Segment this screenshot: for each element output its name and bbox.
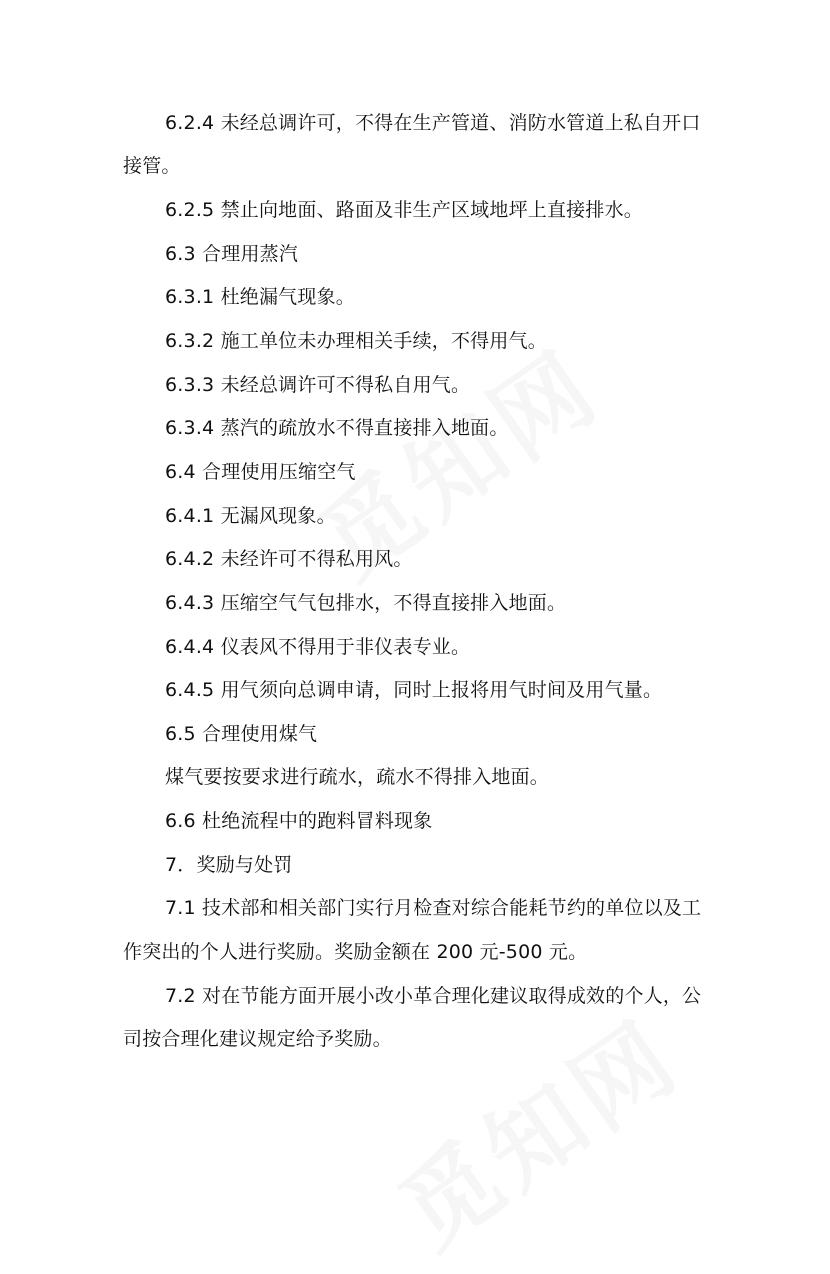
watermark — [369, 983, 703, 1274]
paragraph-line: 6.4.3 压缩空气气包排水，不得直接排入地面。 — [165, 592, 567, 614]
paragraph-line: 6.2.4 未经总调许可，不得在生产管道、消防水管道上私自开口 — [165, 112, 701, 134]
paragraph-line: 6.4.1 无漏风现象。 — [165, 505, 336, 527]
paragraph-line: 作突出的个人进行奖励。奖励金额在 200 元-500 元。 — [123, 941, 588, 963]
paragraph-line: 6.4.5 用气须向总调申请，同时上报将用气时间及用气量。 — [165, 679, 663, 701]
paragraph-line: 6.3.3 未经总调许可不得私自用气。 — [165, 374, 471, 396]
section-heading: 6.4 合理使用压缩空气 — [165, 461, 356, 483]
paragraph-line: 7.1 技术部和相关部门实行月检查对综合能耗节约的单位以及工 — [165, 897, 702, 919]
paragraph-line: 7.2 对在节能方面开展小改小革合理化建议取得成效的个人，公 — [165, 985, 702, 1007]
paragraph-line: 6.3.4 蒸汽的疏放水不得直接排入地面。 — [165, 417, 509, 439]
section-heading: 6.6 杜绝流程中的跑料冒料现象 — [165, 810, 433, 832]
paragraph-line: 煤气要按要求进行疏水，疏水不得排入地面。 — [165, 766, 550, 788]
section-heading: 6.3 合理用蒸汽 — [165, 243, 299, 265]
section-heading: 6.5 合理使用煤气 — [165, 723, 318, 745]
paragraph-line: 6.4.4 仪表风不得用于非仪表专业。 — [165, 636, 471, 658]
paragraph-line: 司按合理化建议规定给予奖励。 — [123, 1028, 392, 1050]
paragraph-line: 6.3.1 杜绝漏气现象。 — [165, 286, 355, 308]
paragraph-line: 接管。 — [123, 155, 181, 177]
section-heading: 7．奖励与处罚 — [165, 854, 293, 876]
paragraph-line: 6.4.2 未经许可不得私用风。 — [165, 548, 413, 570]
paragraph-line: 6.2.5 禁止向地面、路面及非生产区域地坪上直接排水。 — [165, 199, 643, 221]
paragraph-line: 6.3.2 施工单位未办理相关手续，不得用气。 — [165, 330, 547, 352]
